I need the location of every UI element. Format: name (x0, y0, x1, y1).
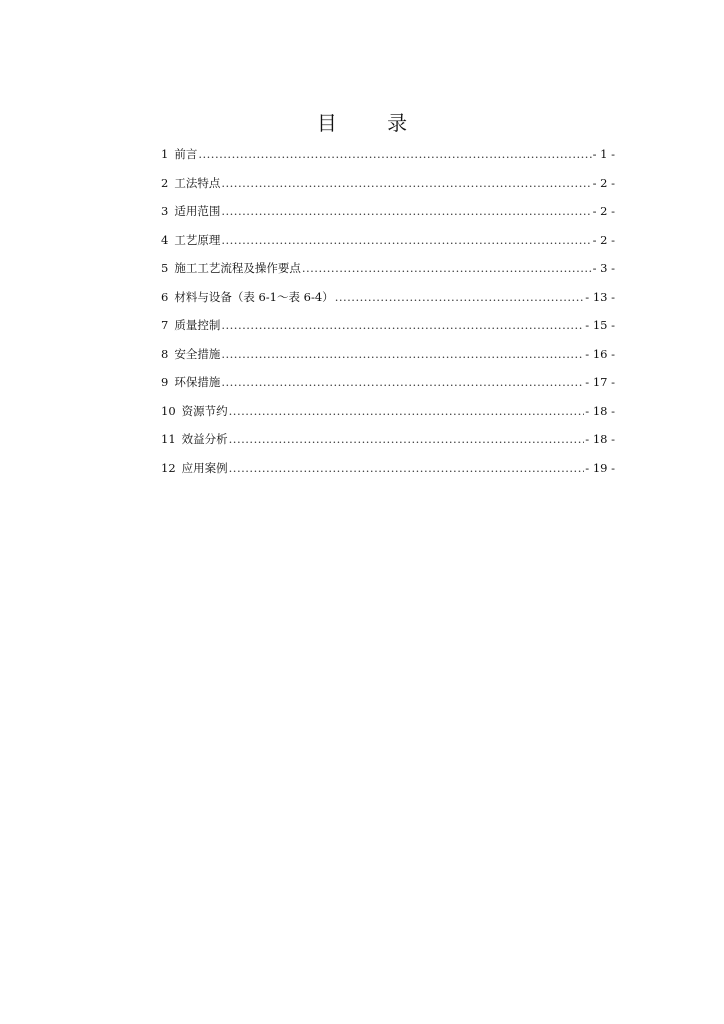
toc-entry-label: 效益分析 (181, 432, 228, 446)
toc-entry-label: 应用案例 (181, 460, 228, 475)
toc-dot-leader (335, 289, 585, 305)
toc-entry-label: 质量控制 (174, 318, 221, 332)
toc-entry-label: 前言 (174, 147, 198, 161)
toc-entry[interactable] (161, 431, 615, 460)
toc-entry-page: - 17 - (585, 375, 615, 389)
toc-dot-leader (221, 232, 591, 248)
toc-entry[interactable] (161, 260, 615, 289)
toc-entry-label: 资源节约 (181, 403, 228, 418)
toc-entry-label: 材料与设备（表 6-1～表 6-4） (174, 289, 334, 304)
toc-entry[interactable] (161, 146, 615, 175)
toc-dot-leader (221, 346, 584, 362)
toc-entry-page: - 2 - (592, 232, 615, 247)
toc-entry-page: - 13 - (585, 289, 615, 304)
toc-entry[interactable] (161, 403, 615, 432)
toc-dot-leader (221, 374, 584, 390)
toc-entry-number: 5 (161, 261, 169, 275)
toc-dot-leader (221, 175, 591, 191)
toc-entry[interactable] (161, 317, 615, 346)
toc-entry[interactable] (161, 289, 615, 318)
toc-dot-leader (221, 317, 584, 333)
toc-entry[interactable] (161, 232, 615, 261)
toc-title: 目 录 (316, 111, 430, 135)
toc-dot-leader (229, 431, 585, 447)
toc-entry-page: - 19 - (585, 460, 615, 475)
toc-entry-number: 1 (161, 147, 169, 161)
toc-dot-leader (221, 203, 591, 219)
toc-entry-page: - 15 - (585, 318, 615, 332)
toc-entry-number: 8 (161, 346, 169, 361)
toc-entry-page: - 16 - (585, 346, 615, 361)
toc-entry-number: 10 (161, 403, 176, 418)
toc-entry[interactable] (161, 346, 615, 375)
toc-entry-page: - 3 - (592, 261, 615, 275)
toc-entry-label: 环保措施 (174, 375, 221, 389)
toc-entry-number: 12 (161, 460, 176, 475)
toc-entry-number: 3 (161, 204, 169, 218)
toc-entry-number: 2 (161, 175, 169, 190)
toc-entry-number: 7 (161, 318, 169, 332)
toc-entry-number: 11 (161, 432, 176, 446)
toc-entry-page: - 18 - (585, 403, 615, 418)
toc-list (161, 146, 615, 488)
toc-entry-page: - 1 - (592, 147, 615, 161)
toc-entry[interactable] (161, 374, 615, 403)
toc-dot-leader (229, 460, 585, 476)
toc-entry-page: - 2 - (592, 204, 615, 218)
toc-entry[interactable] (161, 460, 615, 489)
toc-entry-label: 适用范围 (174, 204, 221, 218)
toc-entry-label: 工艺原理 (174, 232, 221, 247)
toc-entry-page: - 2 - (592, 175, 615, 190)
toc-entry-number: 9 (161, 375, 169, 389)
toc-entry-label: 施工工艺流程及操作要点 (174, 261, 301, 275)
toc-entry-label: 工法特点 (174, 175, 221, 190)
toc-entry-label: 安全措施 (174, 346, 221, 361)
toc-dot-leader (198, 146, 591, 162)
toc-entry-number: 4 (161, 232, 169, 247)
toc-entry[interactable] (161, 203, 615, 232)
toc-dot-leader (302, 260, 592, 276)
toc-entry-number: 6 (161, 289, 169, 304)
toc-entry[interactable] (161, 175, 615, 204)
toc-dot-leader (229, 403, 585, 419)
toc-entry-page: - 18 - (585, 432, 615, 446)
